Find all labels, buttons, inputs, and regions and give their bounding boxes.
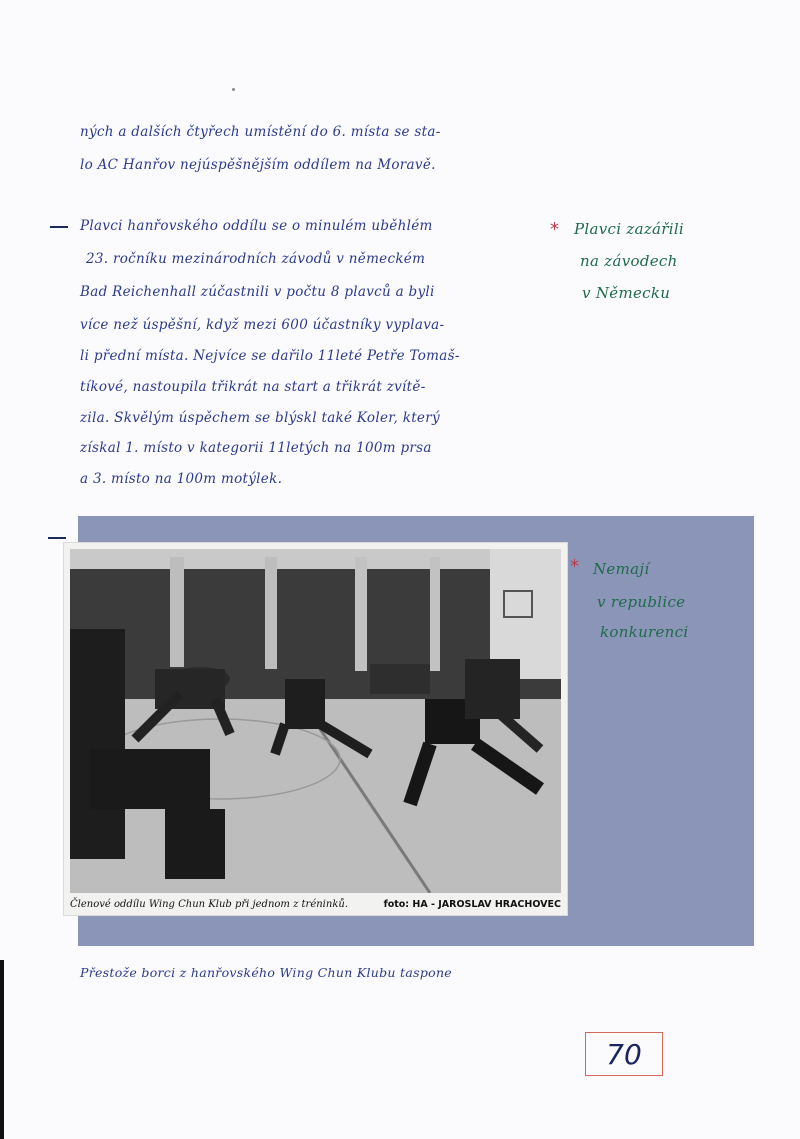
note-star-icon: * — [570, 556, 579, 577]
paragraph2-line: 23. ročníku mezinárodních závodů v německém — [86, 251, 426, 267]
paragraph2-line: zila. Skvělým úspěchem se blýskl také Koler, který — [80, 410, 440, 426]
training-hall-photo — [70, 549, 561, 893]
paragraph2-line: Plavci hanřovského oddílu se o minulém uběhlém — [80, 218, 433, 234]
clipping-caption: Členové oddílu Wing Chun Klub při jednom z tréninků. — [70, 898, 348, 910]
paragraph2-line: tíkové, nastoupila třikrát na start a třikrát zvítě- — [80, 379, 426, 395]
paragraph-dash — [48, 537, 66, 539]
page-number: 70 — [606, 1037, 642, 1071]
paragraph1-line: lo AC Hanřov nejúspěšnějším oddílem na Moravě. — [80, 157, 436, 173]
clipping-credit: foto: HA - JAROSLAV HRACHOVEC — [383, 898, 561, 910]
newspaper-clipping — [64, 543, 567, 915]
paragraph2-line: a 3. místo na 100m motýlek. — [80, 471, 283, 487]
note1-line: Plavci zazářili — [574, 220, 685, 238]
note1-line: na závodech — [580, 252, 678, 270]
paragraph2-line: získal 1. místo v kategorii 11letých na 100m prsa — [80, 440, 432, 456]
paragraph2-line: více než úspěšní, když mezi 600 účastníky vyplava- — [80, 317, 445, 333]
clipping-caption-row — [70, 896, 561, 912]
paper-speck — [232, 88, 235, 91]
paragraph2-line: Bad Reichenhall zúčastnili v počtu 8 plavců a byli — [80, 284, 435, 300]
paragraph2-line: li přední místa. Nejvíce se dařilo 11leté Petře Tomaš- — [80, 348, 460, 364]
scan-edge — [0, 960, 4, 1139]
note2-line: v republice — [597, 593, 686, 611]
page-number-box — [585, 1032, 663, 1076]
bottom-handwritten-line: Přestože borci z hanřovského Wing Chun Klubu taspone — [80, 965, 453, 980]
note2-line: konkurenci — [600, 623, 689, 641]
clipping-photo — [70, 549, 561, 893]
note1-line: v Německu — [582, 284, 671, 302]
note2-line: Nemají — [593, 560, 650, 578]
note-star-icon: * — [550, 219, 559, 240]
paragraph-dash — [50, 226, 68, 228]
paragraph1-line: ných a dalších čtyřech umístění do 6. místa se sta- — [80, 124, 441, 140]
